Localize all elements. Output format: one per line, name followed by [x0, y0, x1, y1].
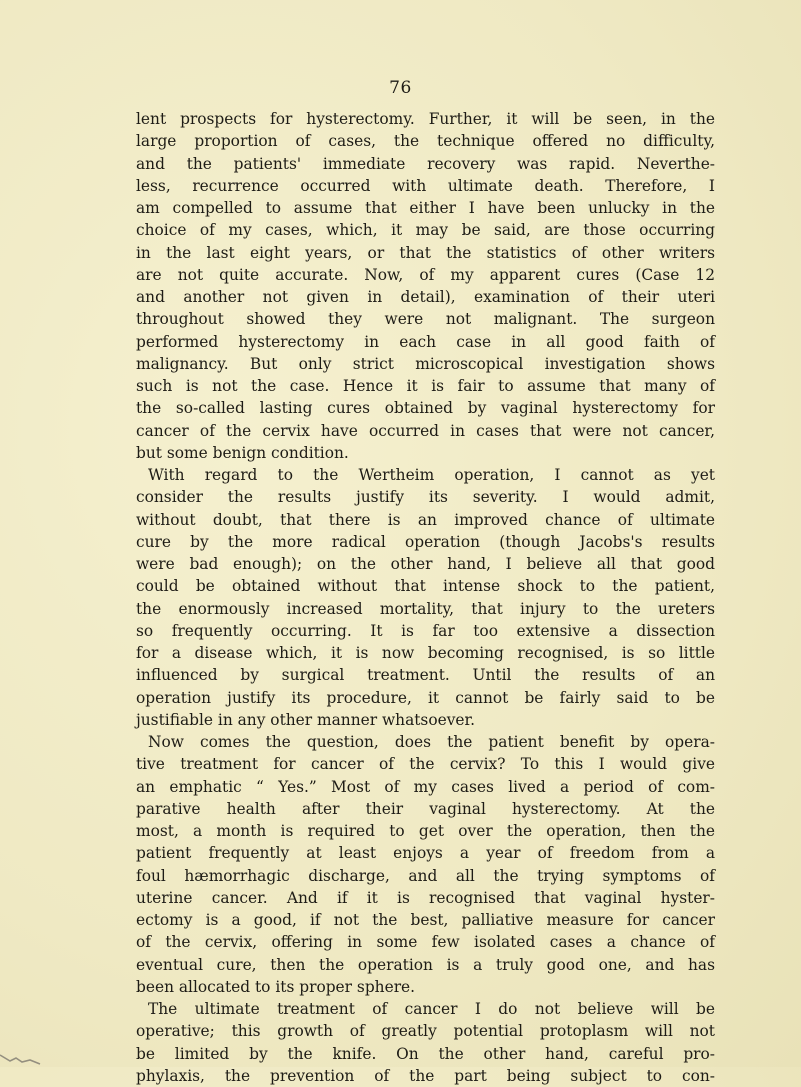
page-number: 76 — [389, 78, 412, 98]
text-line: operative; this growth of greatly potential protoplasm will not — [136, 1022, 715, 1041]
text-line: am compelled to assume that either I have been unlucky in the — [136, 199, 715, 217]
text-line: could be obtained without that intense shock to the patient, — [136, 577, 715, 596]
text-line: ectomy is a good, if not the best, palliative measure for cancer — [136, 911, 715, 929]
text-line: such is not the case. Hence it is fair to assume that many of — [136, 377, 715, 395]
text-line: consider the results justify its severity. I would admit, — [136, 488, 715, 507]
text-line: uterine cancer. And if it is recognised that vaginal hyster- — [136, 888, 715, 907]
paragraph-start-line: With regard to the Wertheim operation, I cannot as yet — [148, 466, 715, 484]
text-line: lent prospects for hysterectomy. Further, it will be seen, in the — [136, 110, 715, 128]
paragraph-start-line: Now comes the question, does the patient benefit by opera- — [148, 733, 715, 751]
text-line: parative health after their vaginal hysterectomy. At the — [136, 799, 715, 818]
text-line: of the cervix, offering in some few isolated cases a chance of — [136, 933, 715, 952]
body-text — [136, 108, 715, 1087]
text-line: so frequently occurring. It is far too extensive a dissection — [136, 621, 715, 640]
text-line: for a disease which, it is now becoming recognised, is so little — [136, 644, 715, 662]
text-line: large proportion of cases, the technique offered no difficulty, — [136, 132, 715, 151]
text-line: patient frequently at least enjoys a year of freedom from a — [136, 844, 715, 863]
text-line: an emphatic “ Yes.” Most of my cases lived a period of com- — [136, 777, 715, 796]
text-line: and the patients' immediate recovery was rapid. Neverthe- — [136, 154, 715, 173]
text-line: tive treatment for cancer of the cervix? To this I would give — [136, 755, 715, 774]
page-edge-smudge — [0, 1049, 60, 1067]
text-line: malignancy. But only strict microscopical investigation shows — [136, 354, 715, 373]
text-line: cancer of the cervix have occurred in cases that were not cancer, — [136, 421, 715, 440]
text-line: operation justify its procedure, it cannot be fairly said to be — [136, 688, 715, 707]
text-line: in the last eight years, or that the statistics of other writers — [136, 243, 715, 262]
text-line: phylaxis, the prevention of the part being subject to con- — [136, 1066, 715, 1085]
text-line: but some benign condition. — [136, 443, 349, 462]
text-line: cure by the more radical operation (though Jacobs's results — [136, 532, 715, 551]
text-line: eventual cure, then the operation is a truly good one, and has — [136, 955, 715, 974]
text-line: throughout showed they were not malignant. The surgeon — [136, 310, 715, 329]
text-line: are not quite accurate. Now, of my apparent cures (Case 12 — [136, 265, 715, 284]
text-line: and another not given in detail), examination of their uteri — [136, 288, 715, 306]
text-line: most, a month is required to get over the operation, then the — [136, 822, 715, 840]
text-line: the so-called lasting cures obtained by vaginal hysterectomy for — [136, 399, 715, 418]
text-line: less, recurrence occurred with ultimate death. Therefore, I — [136, 176, 715, 195]
text-line: influenced by surgical treatment. Until the results of an — [136, 666, 715, 685]
text-line: be limited by the knife. On the other hand, careful pro- — [136, 1044, 715, 1063]
text-line: were bad enough); on the other hand, I believe all that good — [136, 555, 715, 573]
paragraph-start-line: The ultimate treatment of cancer I do not believe will be — [148, 1000, 715, 1018]
text-line: performed hysterectomy in each case in all good faith of — [136, 332, 715, 351]
text-line: without doubt, that there is an improved chance of ultimate — [136, 510, 715, 529]
text-line: choice of my cases, which, it may be said, are those occurring — [136, 221, 715, 240]
text-line: the enormously increased mortality, that injury to the ureters — [136, 599, 715, 618]
text-line: been allocated to its proper sphere. — [136, 977, 416, 996]
text-line: foul hæmorrhagic discharge, and all the trying symptoms of — [136, 866, 715, 885]
text-line: justifiable in any other manner whatsoever. — [136, 710, 476, 729]
